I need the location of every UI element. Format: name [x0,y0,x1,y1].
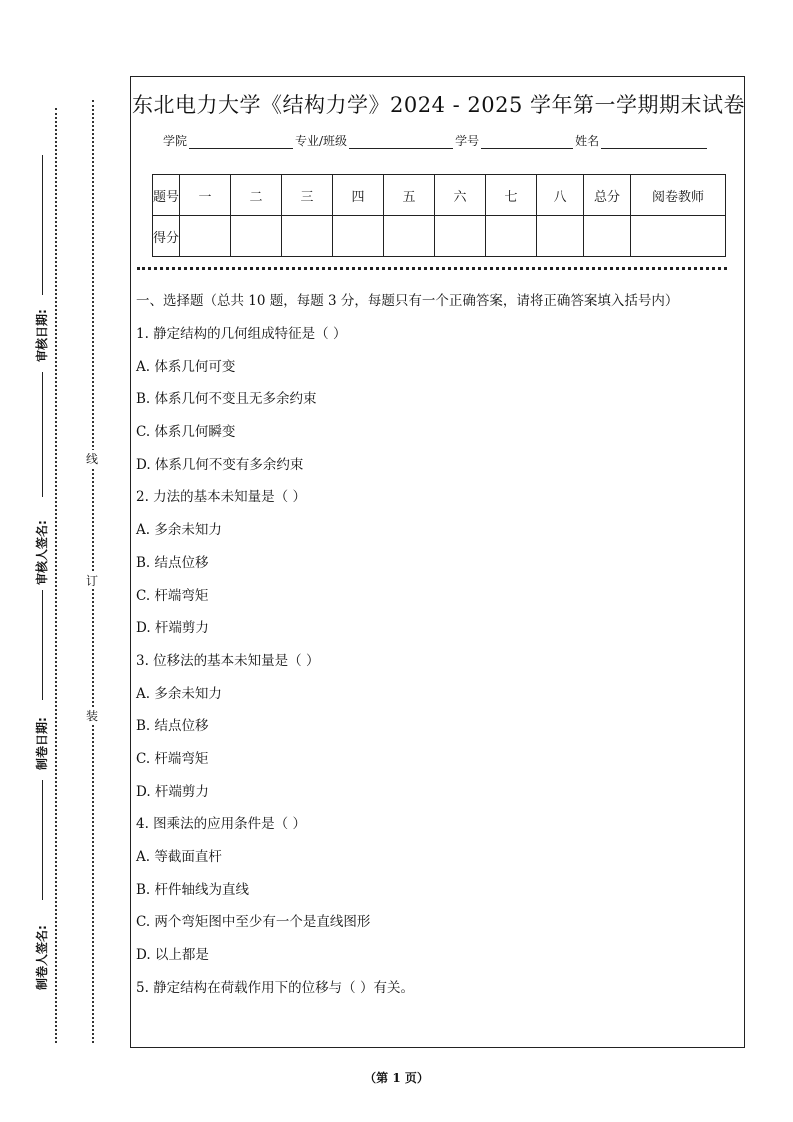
make-date-label: 制卷日期: [35,717,49,770]
question-line: 3. 位移法的基本未知量是（ ） [136,652,320,669]
score-table-score-row [153,216,726,257]
option-line: C. 两个弯矩图中至少有一个是直线图形 [136,914,371,931]
option-line: D. 以上都是 [136,947,209,964]
col-3: 三 [282,175,333,216]
student-id-field[interactable] [481,136,573,149]
name-label: 姓名 [575,134,600,148]
exam-frame [130,76,745,1048]
review-date-label: 审核日期: [35,309,49,362]
question-line: 2. 力法的基本未知量是（ ） [136,489,306,506]
option-line: A. 多余未知力 [136,685,222,702]
make-date-line [42,590,44,700]
binding-char-line: 线 [86,452,99,466]
option-line: D. 杆端剪力 [136,783,209,800]
question-section [136,290,736,1004]
col-5: 五 [384,175,435,216]
major-field[interactable] [349,136,453,149]
maker-sign-label: 制卷人签名: [35,925,49,990]
binding-char-fold: 装 [86,709,99,723]
college-label: 学院 [163,134,188,148]
option-line: B. 结点位移 [136,554,209,571]
option-line: D. 杆端剪力 [136,620,209,637]
major-label: 专业/班级 [295,134,348,148]
college-field[interactable] [189,136,293,149]
score-cell[interactable] [231,216,282,257]
score-table [152,174,726,257]
score-cell[interactable] [486,216,537,257]
score-cell[interactable] [282,216,333,257]
score-cell[interactable] [384,216,435,257]
score-table-header-row [153,175,726,216]
score-cell[interactable] [435,216,486,257]
col-1: 一 [180,175,231,216]
score-cell[interactable] [180,216,231,257]
option-line: B. 杆件轴线为直线 [136,881,250,898]
option-line: C. 杆端弯矩 [136,587,209,604]
outer-dotted-line [55,108,57,1043]
option-line: A. 多余未知力 [136,522,222,539]
col-7: 七 [486,175,537,216]
col-total: 总分 [584,175,631,216]
review-date-line [42,155,44,295]
col-2: 二 [231,175,282,216]
question-line: 4. 图乘法的应用条件是（ ） [136,816,306,833]
option-line: D. 体系几何不变有多余约束 [136,456,304,473]
maker-sign-line [42,780,44,900]
separator-dotted-line [137,267,727,270]
option-line: C. 体系几何瞬变 [136,424,236,441]
student-id-label: 学号 [455,134,480,148]
col-8: 八 [537,175,584,216]
name-field[interactable] [601,136,707,149]
option-line: C. 杆端弯矩 [136,750,209,767]
reviewer-sign-label: 审核人签名: [35,520,49,585]
binding-char-order: 订 [86,574,99,588]
option-line: A. 等截面直杆 [136,849,222,865]
student-info-row [163,132,709,149]
question-line: 5. 静定结构在荷载作用下的位移与（ ）有关。 [136,979,414,996]
option-line: B. 体系几何不变且无多余约束 [136,391,317,408]
score-cell[interactable] [631,216,726,257]
exam-title: 东北电力大学《结构力学》2024 - 2025 学年第一学期期末试卷 [131,93,745,117]
score-header-cell: 得分 [153,216,180,257]
col-grader: 阅卷教师 [631,175,726,216]
score-cell[interactable] [333,216,384,257]
col-4: 四 [333,175,384,216]
option-line: B. 结点位移 [136,718,209,735]
score-cell[interactable] [584,216,631,257]
col-6: 六 [435,175,486,216]
reviewer-sign-line [42,372,44,497]
header-cell: 题号 [153,175,180,216]
option-line: A. 体系几何可变 [136,358,236,375]
score-cell[interactable] [537,216,584,257]
section-title: 一、选择题（总共 10 题，每题 3 分，每题只有一个正确答案，请将正确答案填入括号内） [136,293,679,309]
page-footer: （第 1 页） [364,1071,429,1085]
question-line: 1. 静定结构的几何组成特征是（ ） [136,326,347,342]
